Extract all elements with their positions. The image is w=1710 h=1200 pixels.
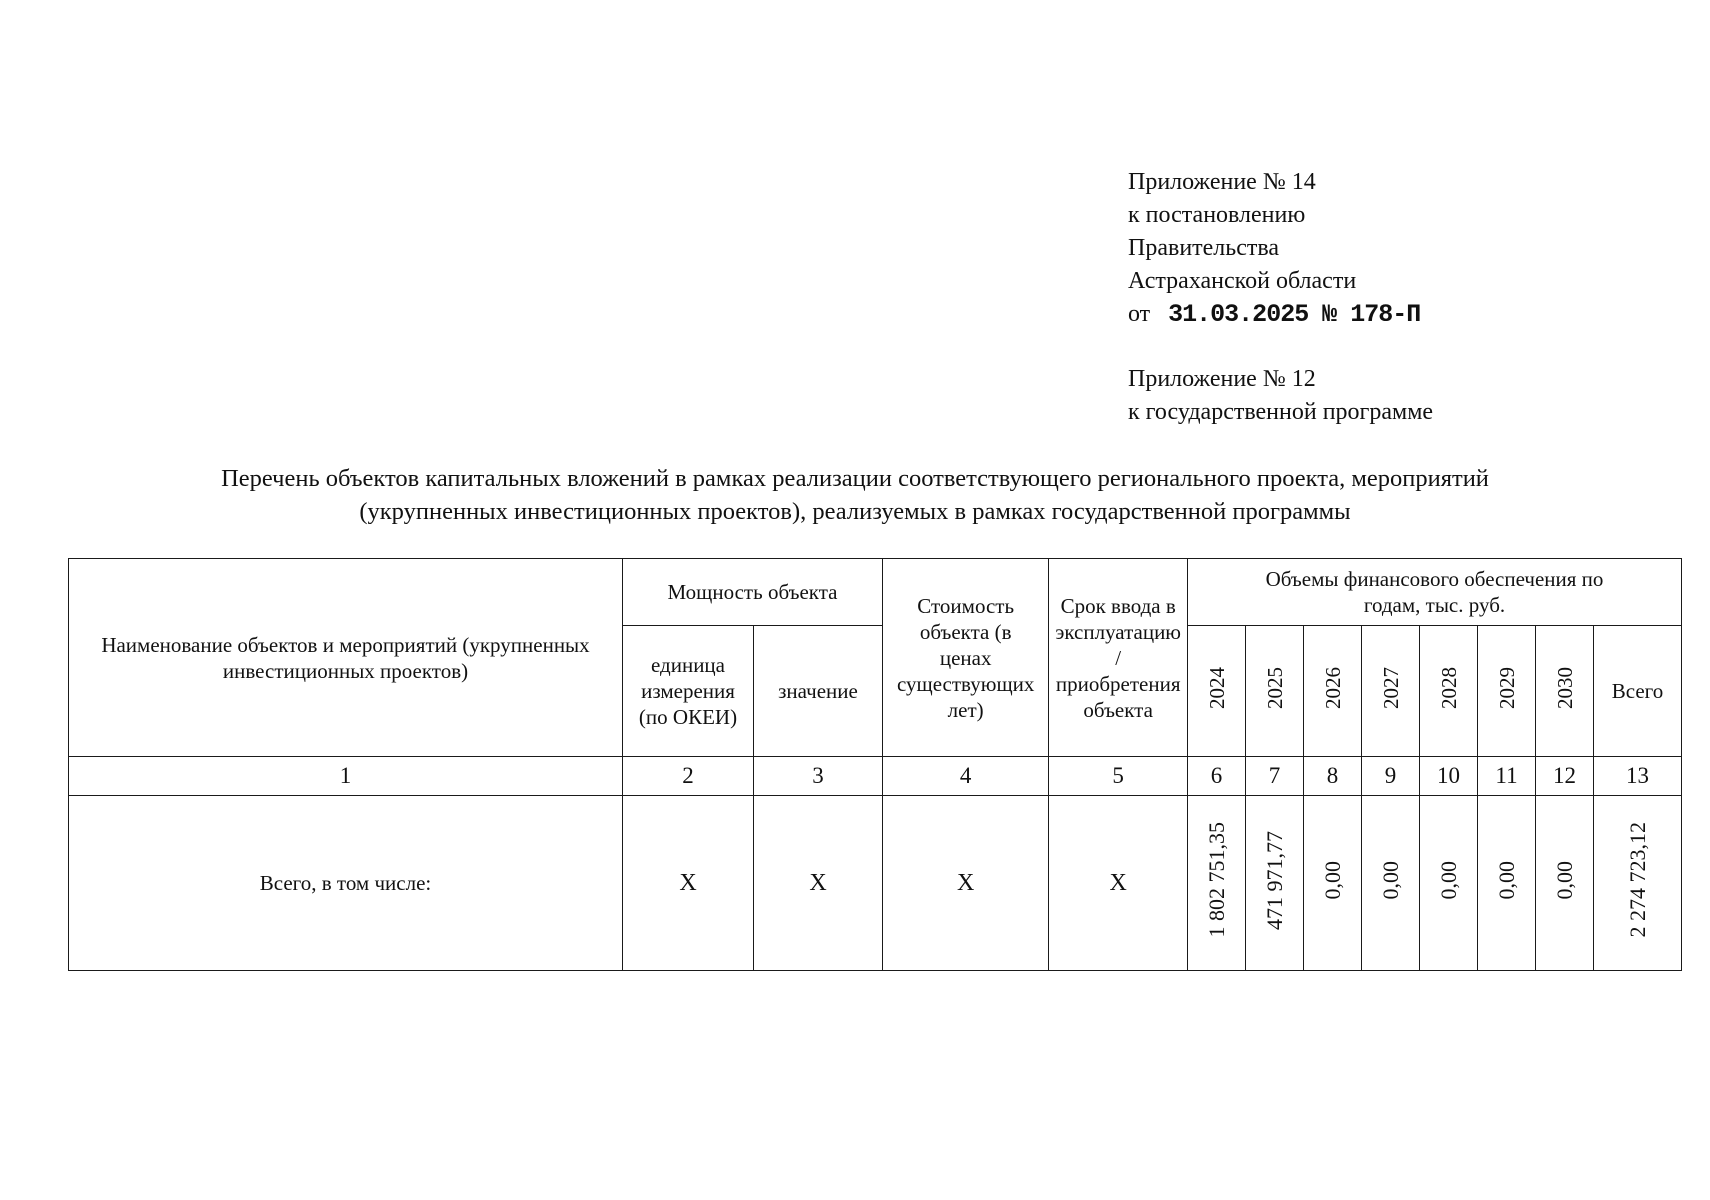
document-title [60,462,1650,528]
header-cost: Стоимость объекта (в ценах существующих лет) [883,559,1049,757]
header-funding: Объемы финансового обеспечения по годам, тыс. руб. [1188,559,1682,626]
column-number: 1 [69,757,623,796]
column-number: 8 [1304,757,1362,796]
header-unit: единица измерения (по ОКЕИ) [623,626,754,757]
row-unit: X [623,796,754,971]
column-number: 12 [1536,757,1594,796]
appendix-14-line: Приложение № 14 [1128,169,1316,195]
column-number: 11 [1478,757,1536,796]
appendix-14-line: Астраханской области [1128,268,1357,294]
header-term: Срок ввода в эксплуатацию / приобретения объекта [1049,559,1188,757]
header-year-label: 2030 [1552,667,1577,709]
column-number: 9 [1362,757,1420,796]
appendix-14-block [1128,166,1420,331]
appendix-12-line: Приложение № 12 [1128,366,1316,392]
column-number: 3 [754,757,883,796]
row-amount-value: 0,00 [1551,860,1577,900]
header-year [1478,626,1536,757]
resolution-date-line [1128,298,1420,331]
table-row [69,796,1682,971]
header-year-label: 2027 [1378,667,1403,709]
header-year [1536,626,1594,757]
row-amount [1478,796,1536,971]
resolution-date-number: 31.03.2025 № 178-П [1168,300,1421,329]
header-name: Наименование объектов и мероприятий (укрупненных инвестиционных проектов) [69,559,623,757]
header-value: значение [754,626,883,757]
row-amount [1420,796,1478,971]
column-number: 13 [1594,757,1682,796]
header-year-label: 2024 [1204,667,1229,709]
row-amount-value: 0,00 [1493,860,1519,900]
header-year [1246,626,1304,757]
column-number: 6 [1188,757,1246,796]
appendix-12-line: к государственной программе [1128,399,1434,425]
header-year [1420,626,1478,757]
header-year [1304,626,1362,757]
row-amount [1304,796,1362,971]
row-name: Всего, в том числе: [69,796,623,971]
row-amount-value: 0,00 [1377,860,1403,900]
row-amount-value: 471 971,77 [1261,830,1287,930]
row-amount [1362,796,1420,971]
column-number-row [69,757,1682,796]
header-row [69,559,1682,626]
date-prefix: от [1128,301,1151,327]
column-number: 4 [883,757,1049,796]
row-total [1594,796,1682,971]
column-number: 5 [1049,757,1188,796]
header-year-label: 2025 [1262,667,1287,709]
row-amount [1188,796,1246,971]
column-number: 7 [1246,757,1304,796]
row-total-value: 2 274 723,12 [1624,822,1650,938]
header-year-label: 2029 [1494,667,1519,709]
appendix-14-line: к постановлению [1128,202,1306,228]
row-term: X [1049,796,1188,971]
column-number: 2 [623,757,754,796]
column-number: 10 [1420,757,1478,796]
row-amount [1246,796,1304,971]
row-amount [1536,796,1594,971]
row-value: X [754,796,883,971]
document-title-line: Перечень объектов капитальных вложений в рамках реализации соответствующего регионального проекта, мероприятий [221,465,1489,492]
header-total: Всего [1594,626,1682,757]
header-year [1188,626,1246,757]
header-year-label: 2028 [1436,667,1461,709]
header-year [1362,626,1420,757]
row-amount-value: 0,00 [1435,860,1461,900]
header-capacity: Мощность объекта [623,559,883,626]
row-amount-value: 0,00 [1319,860,1345,900]
row-cost: X [883,796,1049,971]
document-title-line: (укрупненных инвестиционных проектов), реализуемых в рамках государственной программы [359,498,1351,525]
header-year-label: 2026 [1320,667,1345,709]
appendix-12-block [1128,363,1433,429]
appendix-14-line: Правительства [1128,235,1280,261]
capital-investments-table [68,558,1682,971]
row-amount-value: 1 802 751,35 [1203,822,1229,938]
